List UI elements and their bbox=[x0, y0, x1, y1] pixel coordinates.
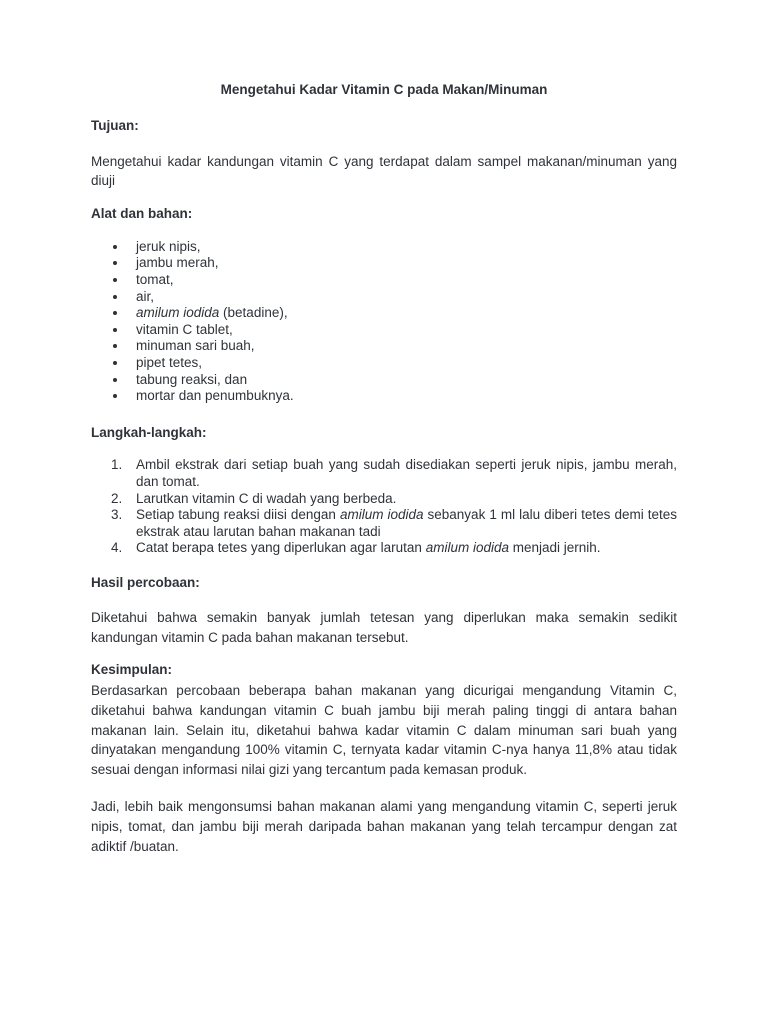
list-item: minuman sari buah, bbox=[91, 338, 677, 355]
bullet-icon bbox=[113, 344, 117, 348]
kesimpulan-text-2: Jadi, lebih baik mengonsumsi bahan makanan alami yang mengandung vitamin C, seperti jeruk nipis, tomat, dan jambu biji merah daripada bahan makanan yang telah tercampur dengan zat adiktif /buatan. bbox=[91, 799, 677, 854]
bullet-icon bbox=[113, 311, 117, 315]
document-title: Mengetahui Kadar Vitamin C pada Makan/Minuman bbox=[220, 82, 548, 97]
kesimpulan-heading: Kesimpulan: bbox=[91, 662, 173, 678]
alat-heading: Alat dan bahan: bbox=[91, 206, 193, 222]
list-item: 4. Catat berapa tetes yang diperlukan agar larutan amilum iodida menjadi jernih. bbox=[111, 540, 601, 556]
bullet-icon bbox=[113, 361, 117, 365]
tujuan-heading: Tujuan: bbox=[91, 117, 139, 133]
list-item: jeruk nipis, bbox=[91, 239, 677, 256]
bullet-icon bbox=[113, 261, 117, 265]
bullet-icon bbox=[113, 328, 117, 332]
bullet-icon bbox=[113, 378, 117, 382]
bullet-icon bbox=[113, 295, 117, 299]
list-item: air, bbox=[91, 289, 677, 306]
list-item: mortar dan penumbuknya. bbox=[91, 388, 677, 405]
document-page bbox=[91, 72, 677, 856]
list-item: 3. Setiap tabung reaksi diisi dengan amilum iodida sebanyak 1 ml lalu diberi tetes demi tetes ekstrak atau larutan bahan makanan tadi bbox=[111, 507, 677, 539]
langkah-heading: Langkah-langkah: bbox=[91, 424, 207, 440]
bullet-icon bbox=[113, 394, 117, 398]
list-item: tomat, bbox=[91, 272, 677, 289]
list-item: 1. Ambil ekstrak dari setiap buah yang sudah disediakan seperti jeruk nipis, jambu merah, dan tomat. bbox=[111, 457, 677, 489]
langkah-list bbox=[91, 457, 677, 557]
list-item: vitamin C tablet, bbox=[91, 322, 677, 339]
hasil-heading: Hasil percobaan: bbox=[91, 574, 200, 590]
bullet-icon bbox=[113, 245, 117, 249]
kesimpulan-text-1: Berdasarkan percobaan beberapa bahan makanan yang dicurigai mengandung Vitamin C, diketahui bahwa kandungan vitamin C buah jambu biji merah paling tinggi di antara bahan makanan lain. Selain itu, diketahui bahwa kadar vitamin C dalam minuman sari buah yang dinyatakan mengandung 100% vitamin C, ternyata kadar vitamin C-nya hanya 11,8% atau tidak sesuai dengan informasi nilai gizi yang tercantum pada kemasan produk. bbox=[91, 683, 677, 778]
tujuan-text: Mengetahui kadar kandungan vitamin C yang terdapat dalam sampel makanan/minuman yang diuji bbox=[91, 154, 677, 189]
alat-list bbox=[91, 239, 677, 405]
bullet-icon bbox=[113, 278, 117, 282]
list-item: amilum iodida (betadine), bbox=[91, 305, 677, 322]
list-item: 2. Larutkan vitamin C di wadah yang berbeda. bbox=[111, 490, 397, 506]
list-item: jambu merah, bbox=[91, 255, 677, 272]
list-item: tabung reaksi, dan bbox=[91, 372, 677, 389]
hasil-text: Diketahui bahwa semakin banyak jumlah tetesan yang diperlukan maka semakin sedikit kandungan vitamin C pada bahan makanan tersebut. bbox=[91, 610, 677, 646]
list-item: pipet tetes, bbox=[91, 355, 677, 372]
